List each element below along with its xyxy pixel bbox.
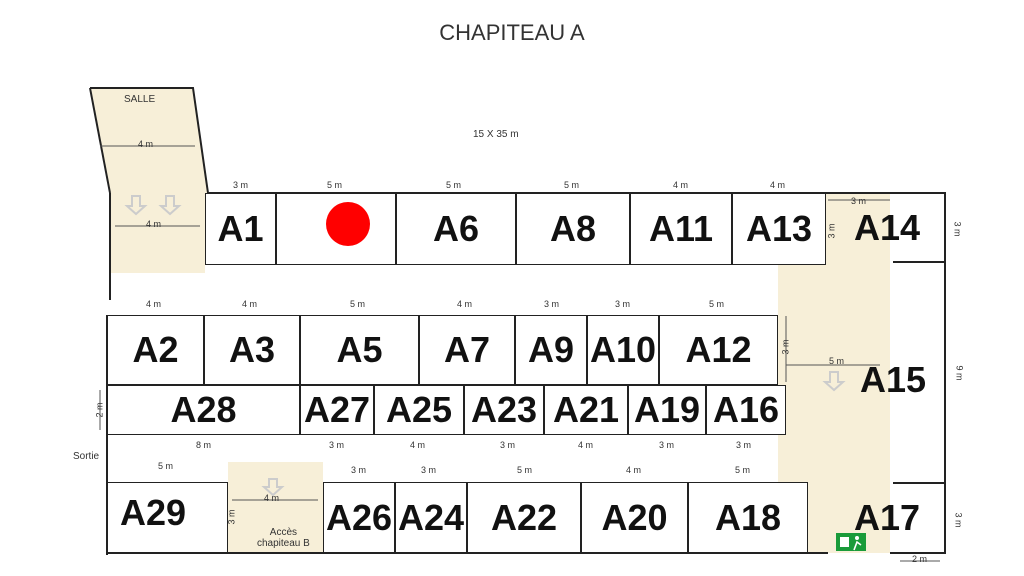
booth-a1[interactable] (205, 193, 276, 265)
booth-label: A17 (854, 497, 921, 538)
dim-a14-width: 3 m (851, 196, 867, 206)
booth-label: A20 (601, 496, 668, 538)
booth-a25[interactable] (374, 385, 464, 435)
booth-label: A29 (120, 492, 187, 533)
dim-a17-depth: 3 m (953, 512, 964, 528)
dim-top-aisle: 3 m (826, 223, 837, 239)
booth-label: A14 (854, 207, 921, 248)
dim-row2-4: 4 m (457, 299, 473, 309)
dim-top-3: 5 m (446, 180, 462, 190)
booth-a12[interactable] (659, 315, 778, 385)
booth-a20[interactable] (581, 482, 688, 553)
dim-top-2: 5 m (327, 180, 343, 190)
booth-label: A16 (712, 389, 780, 430)
booth-label: A3 (228, 329, 276, 370)
booth-a7[interactable] (419, 315, 515, 385)
acces-line-1: Accès (269, 527, 298, 538)
dim-row3-1: 3 m (329, 440, 345, 450)
booth-a17[interactable] (848, 483, 945, 553)
booth-a2[interactable] (107, 315, 204, 385)
dim-row3-6: 3 m (736, 440, 752, 450)
dim-aisle-width: 5 m (829, 356, 845, 366)
dim-acces-depth: 3 m (226, 509, 237, 525)
dim-row2-depth: 3 m (780, 339, 791, 355)
dim-row3-4: 4 m (578, 440, 594, 450)
booth-label: A24 (397, 496, 465, 538)
booth-a19[interactable] (628, 385, 706, 435)
page-title: CHAPITEAU A (439, 20, 585, 45)
booth-label: A27 (303, 389, 371, 430)
booth-a23[interactable] (464, 385, 544, 435)
dim-bottom-4: 4 m (626, 465, 642, 475)
booth-a21[interactable] (544, 385, 628, 435)
dim-entry-width: 4 m (146, 219, 162, 229)
dim-row2-1: 4 m (146, 299, 162, 309)
booth-label: A2 (132, 329, 179, 370)
booth-a11[interactable] (630, 193, 732, 265)
dim-a29-width: 5 m (158, 461, 174, 471)
dim-row3-3: 3 m (500, 440, 516, 450)
booth-a15[interactable] (848, 345, 938, 415)
dim-row2-5: 3 m (544, 299, 560, 309)
sortie-label: Sortie (73, 451, 100, 462)
dim-row3-5: 3 m (659, 440, 675, 450)
booth-a26[interactable] (323, 482, 395, 553)
booth-label: A1 (217, 208, 264, 249)
dim-a14-depth: 3 m (952, 221, 963, 237)
entry-corridor (110, 193, 205, 273)
dim-bottom-3: 5 m (517, 465, 533, 475)
booth-a22[interactable] (467, 482, 581, 553)
dim-row2-7: 5 m (709, 299, 725, 309)
booth-a18[interactable] (688, 482, 808, 553)
booth-a29[interactable] (107, 482, 228, 553)
dim-row3-2: 4 m (410, 440, 426, 450)
booth-a5[interactable] (300, 315, 419, 385)
booth-label: A12 (685, 329, 752, 370)
dim-bottom-5: 5 m (735, 465, 751, 475)
acces-line-2: chapiteau B (257, 538, 310, 549)
dim-bottom-1: 3 m (351, 465, 367, 475)
dim-acces-width: 4 m (264, 493, 280, 503)
dim-row3-depth: 2 m (94, 402, 105, 418)
booth-a16[interactable] (706, 385, 786, 435)
booth-label: A7 (443, 329, 491, 370)
dim-row2-6: 3 m (615, 299, 631, 309)
booth-a3[interactable] (204, 315, 300, 385)
dim-top-4: 5 m (564, 180, 580, 190)
booth-label: A9 (527, 329, 575, 370)
booth-label: A22 (490, 496, 558, 538)
booth-label: A25 (385, 389, 453, 430)
booth-a13[interactable] (732, 193, 826, 265)
dim-row2-3: 5 m (350, 299, 366, 309)
booth-label: A23 (470, 389, 538, 430)
dim-salle-width: 4 m (138, 139, 154, 149)
booth-label: A5 (336, 329, 383, 370)
booth-a9[interactable] (515, 315, 587, 385)
dim-top-5: 4 m (673, 180, 689, 190)
dim-top-1: 3 m (233, 180, 249, 190)
salle-label: SALLE (124, 94, 156, 105)
dim-top-6: 4 m (770, 180, 786, 190)
dim-a28-width: 8 m (196, 440, 212, 450)
booth-a6[interactable] (396, 193, 516, 265)
dim-a15-depth: 9 m (954, 365, 965, 381)
booth-a10[interactable] (587, 315, 659, 385)
booth-label: A19 (633, 389, 701, 430)
booth-label: A15 (859, 359, 927, 400)
booth-label: A26 (325, 496, 393, 538)
booth-label: A6 (432, 208, 480, 249)
dim-bottom-2: 3 m (421, 465, 437, 475)
booth-label: A28 (170, 389, 237, 430)
booth-a8[interactable] (516, 193, 630, 265)
booth-a28[interactable] (107, 385, 300, 435)
booth-label: A11 (648, 208, 714, 249)
booth-label: A18 (714, 496, 782, 538)
booth-a27[interactable] (300, 385, 374, 435)
booth-label: A10 (589, 329, 657, 370)
acces-label (257, 527, 310, 549)
location-marker (326, 202, 370, 246)
booth-label: A13 (745, 208, 813, 249)
booth-a24[interactable] (395, 482, 467, 553)
dim-row2-2: 4 m (242, 299, 258, 309)
dim-a17-width: 2 m (912, 554, 928, 564)
booth-label: A21 (552, 389, 620, 430)
hall-size-label: 15 X 35 m (473, 129, 519, 140)
booth-label: A8 (549, 208, 597, 249)
